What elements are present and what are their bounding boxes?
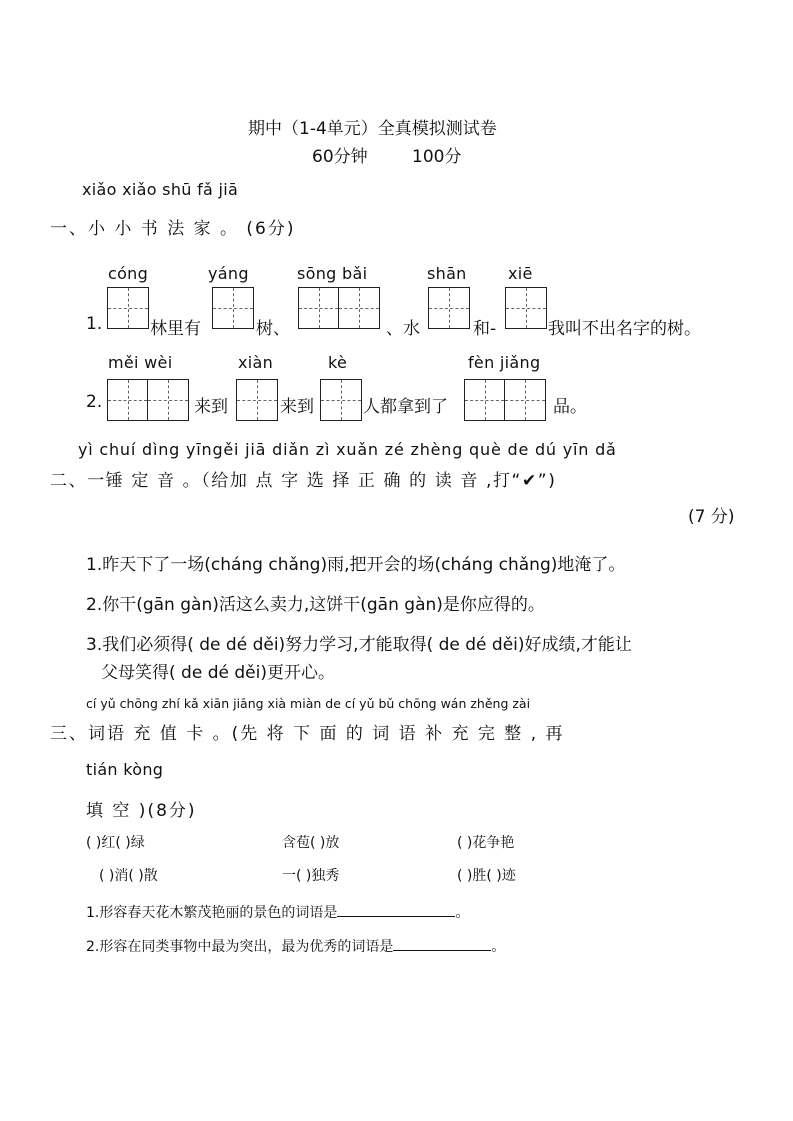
exam-time: 60分钟 [312,147,368,167]
section3-q1-end: 。 [455,905,470,921]
section1-heading: 一、小 小 书 法 家 。 (6分) [50,219,296,239]
answer-blank-2[interactable] [393,936,491,951]
section2-q2: 2.你干(gān gàn)活这么卖力,这饼干(gān gàn)是你应得的。 [86,595,545,615]
section3-q2-text: 2.形容在同类事物中最为突出，最为优秀的词语是 [86,939,394,955]
pinyin-xian: xiàn [238,353,274,372]
section3-heading-2: 填 空 )(8分) [86,801,197,821]
section2-q3-line1: 3.我们必须得( de dé děi)努力学习,才能取得( de dé děi)好成绩,才能让 [86,635,632,655]
section3-heading: 三、词语 充 值 卡 。(先 将 下 面 的 词 语 补 充 完 整 , 再 [50,724,565,744]
writing-grid-fenjiang[interactable] [464,379,546,421]
idiom-item: ( )红( )绿 [86,835,145,851]
q1-text-2: 树、 [256,319,290,339]
idiom-item: 一( )独秀 [282,868,340,884]
pinyin-songbai: sōng bǎi [297,264,368,283]
idiom-item: 含苞( )放 [282,835,340,851]
section3-pinyin-2: tián kòng [86,760,164,779]
idiom-item: ( )胜( )迹 [457,868,516,884]
q1-text-1: 林里有 [150,319,201,339]
section2-q3-line2: 父母笑得( de dé děi)更开心。 [101,663,335,683]
writing-grid-ke[interactable] [320,379,362,421]
exam-score: 100分 [412,147,462,167]
q2-text-3: 人都拿到了 [363,397,448,417]
pinyin-fenjiang: fèn jiǎng [468,353,541,372]
idiom-item: ( )花争艳 [457,835,515,851]
q2-number: 2. [86,392,103,412]
section3-q2 [86,936,505,956]
page-title: 期中（1-4单元）全真模拟测试卷 [248,119,497,139]
section2-pinyin: yì chuí dìng yīngěi jiā diǎn zì xuǎn zé zhèng què de dú yīn dǎ [78,440,617,459]
section2-points: (7 分) [688,507,735,527]
q1-text-5: 我叫不出名字的树。 [548,319,701,339]
pinyin-shan: shān [427,264,467,283]
section1-pinyin: xiǎo xiǎo shū fǎ jiā [82,180,239,199]
pinyin-xie: xiē [508,264,533,283]
section2-q1: 1.昨天下了一场(cháng chǎng)雨,把开会的场(cháng chǎng)地淹了。 [86,555,626,575]
section2-heading: 二、一锤 定 音 。（给加 点 字 选 择 正 确 的 读 音 ,打“✔”) [50,471,557,491]
pinyin-yang: yáng [208,264,249,283]
q1-text-4: 和- [473,319,497,339]
writing-grid-shan[interactable] [428,287,470,329]
idiom-item: ( )消( )散 [99,868,158,884]
section3-pinyin: cí yǔ chōng zhí kǎ xiān jiāng xià miàn de cí yǔ bǔ chōng wán zhěng zài [86,696,531,711]
pinyin-cong: cóng [108,264,149,283]
writing-grid-cong[interactable] [107,287,149,329]
section3-q2-end: 。 [491,939,506,955]
section3-q1 [86,902,469,922]
pinyin-ke: kè [328,353,348,372]
q1-number: 1. [86,314,103,334]
writing-grid-xian[interactable] [236,379,278,421]
writing-grid-meiwei[interactable] [107,379,189,421]
q2-text-4: 品。 [553,397,587,417]
q1-text-3: 、水 [386,319,420,339]
writing-grid-xie[interactable] [505,287,547,329]
writing-grid-songbai[interactable] [298,287,380,329]
q2-text-1: 来到 [194,397,228,417]
section3-q1-text: 1.形容春天花木繁茂艳丽的景色的词语是 [86,905,338,921]
writing-grid-yang[interactable] [212,287,254,329]
answer-blank-1[interactable] [337,902,455,917]
q2-text-2: 来到 [280,397,314,417]
pinyin-meiwei: měi wèi [108,353,173,372]
